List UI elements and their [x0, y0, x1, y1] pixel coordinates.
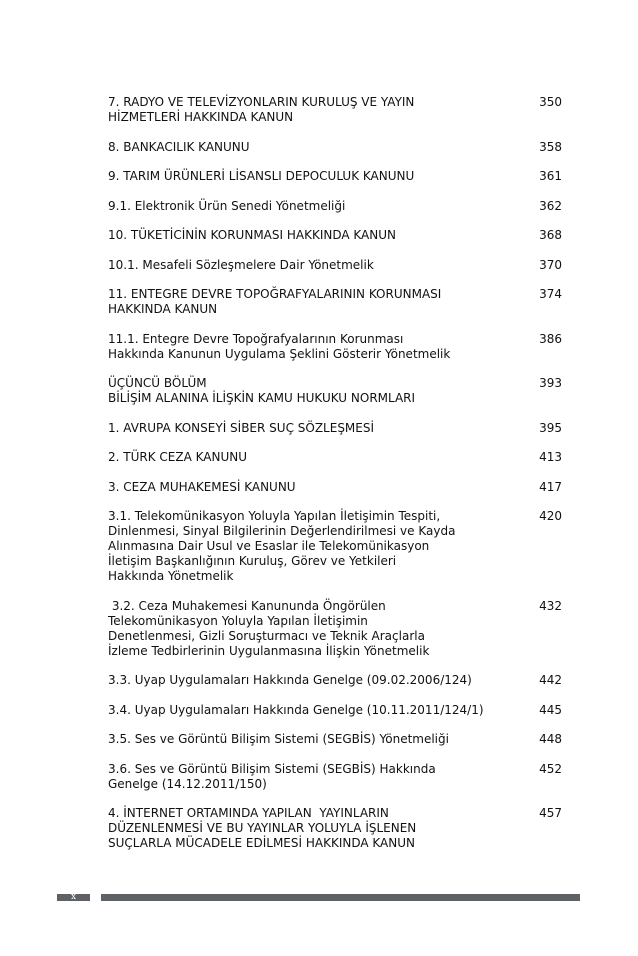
toc-entry-title-line: 3.2. Ceza Muhakemesi Kanununda Öngörülen — [108, 598, 386, 613]
toc-entry-title — [108, 762, 468, 792]
toc-entry — [108, 480, 562, 495]
toc-entry-title-line: 2. TÜRK CEZA KANUNU — [108, 450, 247, 464]
toc-entry-title — [108, 376, 468, 406]
toc-entry-title-line: 9.1. Elektronik Ürün Senedi Yönetmeliği — [108, 198, 346, 213]
toc-entry-page: 445 — [539, 702, 562, 717]
toc-entry-page: 358 — [539, 139, 562, 154]
footer-bar-right — [101, 894, 580, 901]
toc-entry — [108, 332, 562, 362]
toc-entry-title-line: 11. ENTEGRE DEVRE TOPOĞRAFYALARININ KORUNMASI — [108, 287, 442, 301]
toc-entry-title-line: Alınmasına Dair Usul ve Esaslar ile Telekomünikasyon — [108, 539, 430, 553]
toc-entry-title-line: HİZMETLERİ HAKKINDA KANUN — [108, 110, 294, 124]
toc-entry-title-line: HAKKINDA KANUN — [108, 302, 218, 316]
toc-entry — [108, 199, 562, 214]
toc-entry-title — [108, 95, 468, 125]
toc-entry-page: 420 — [539, 509, 562, 523]
toc-entry-page: 457 — [539, 806, 562, 820]
toc-entry-page: 417 — [539, 479, 562, 494]
toc-entry-title-line: ÜÇÜNCÜ BÖLÜM — [108, 376, 207, 390]
toc-entry — [108, 732, 562, 747]
toc-entry — [108, 673, 562, 688]
toc-entry — [108, 140, 562, 155]
toc-entry-page: 350 — [539, 95, 562, 109]
toc-entry-title-line: İletişim Başkanlığının Kuruluş, Görev ve Yetkileri — [108, 554, 397, 568]
toc-entry-title — [108, 732, 468, 747]
toc-entry-page: 370 — [539, 257, 562, 272]
toc-entry-title-line: SUÇLARLA MÜCADELE EDİLMESİ HAKKINDA KANUN — [108, 836, 415, 850]
toc-entry-title-line: 10. TÜKETİCİNİN KORUNMASI HAKKINDA KANUN — [108, 228, 396, 242]
toc-entry-title-line: 3.4. Uyap Uygulamaları Hakkında Genelge (10.11.2011/124/1) — [108, 702, 484, 717]
toc-entry-page: 442 — [539, 673, 562, 687]
toc-entry-title — [108, 199, 468, 214]
toc-entry-title-line: 1. AVRUPA KONSEYİ SİBER SUÇ SÖZLEŞMESİ — [108, 420, 375, 435]
toc-entry-title-line: Telekomünikasyon Yoluyla Yapılan İletişimin — [108, 613, 368, 628]
toc-entry-page: 448 — [539, 732, 562, 746]
toc-entry-title-line: Genelge (14.12.2011/150) — [108, 776, 267, 791]
toc-entry — [108, 806, 562, 851]
toc-entry-title — [108, 450, 468, 465]
toc-entry-title-line: DÜZENLENMESİ VE BU YAYINLAR YOLUYLA İŞLENEN — [108, 821, 417, 835]
toc-entry-title-line: 3. CEZA MUHAKEMESİ KANUNU — [108, 479, 296, 494]
toc-entry-page: 413 — [539, 450, 562, 464]
toc-entry-title-line: İzleme Tedbirlerinin Uygulanmasına İlişkin Yönetmelik — [108, 643, 430, 658]
toc-entry-title — [108, 509, 468, 584]
toc-entry-title-line: BİLİŞİM ALANINA İLİŞKİN KAMU HUKUKU NORMLARI — [108, 391, 416, 405]
toc-entry-page: 386 — [539, 331, 562, 346]
toc-entry-page: 395 — [539, 420, 562, 435]
toc-entry-title — [108, 702, 484, 718]
toc-entry-title-line: Dinlenmesi, Sinyal Bilgilerinin Değerlendirilmesi ve Kayda — [108, 524, 456, 538]
toc-entry — [108, 258, 562, 273]
toc-entry-title — [108, 421, 468, 436]
toc-entry-title-line: 3.3. Uyap Uygulamaları Hakkında Genelge (09.02.2006/124) — [108, 673, 472, 687]
toc-entry-title — [108, 806, 468, 851]
toc-entry-title-line: 4. İNTERNET ORTAMINDA YAPILAN YAYINLARIN — [108, 806, 389, 820]
toc-entry-title — [108, 140, 468, 155]
toc-entry — [108, 703, 562, 718]
toc-entry-title — [108, 228, 468, 243]
toc-entry-title-line: 3.5. Ses ve Görüntü Bilişim Sistemi (SEGBİS) Yönetmeliği — [108, 732, 449, 746]
toc-entry-page: 368 — [539, 228, 562, 242]
toc-entry-title-line: Hakkında Kanunun Uygulama Şeklini Gösterir Yönetmelik — [108, 346, 451, 361]
toc-entry-title-line: 10.1. Mesafeli Sözleşmelere Dair Yönetmelik — [108, 257, 374, 272]
toc-entry — [108, 228, 562, 243]
toc-entry-title-line: 7. RADYO VE TELEVİZYONLARIN KURULUŞ VE YAYIN — [108, 95, 415, 109]
toc-entry — [108, 421, 562, 436]
toc-entry-page: 432 — [539, 598, 562, 613]
toc-entry-title — [108, 673, 472, 688]
toc-entry-page: 361 — [539, 169, 562, 183]
toc-entry-title — [108, 480, 468, 495]
toc-entry-page: 362 — [539, 198, 562, 213]
toc-entry-title-line: Denetlenmesi, Gizli Soruşturmacı ve Teknik Araçlarla — [108, 628, 425, 643]
footer-page-number: x — [70, 892, 77, 902]
toc-entry-page: 393 — [539, 376, 562, 390]
toc-entry — [108, 287, 562, 317]
toc-entry-page: 374 — [539, 287, 562, 301]
toc-entry — [108, 376, 562, 406]
toc-entry-title-line: 3.6. Ses ve Görüntü Bilişim Sistemi (SEGBİS) Hakkında — [108, 761, 436, 776]
table-of-contents — [108, 95, 562, 866]
toc-entry — [108, 450, 562, 465]
toc-entry-title-line: Hakkında Yönetmelik — [108, 569, 234, 583]
toc-entry-title — [108, 599, 468, 659]
toc-entry-title — [108, 258, 468, 273]
toc-entry-title-line: 11.1. Entegre Devre Topoğrafyalarının Korunması — [108, 331, 404, 346]
toc-entry-title-line: 9. TARIM ÜRÜNLERİ LİSANSLI DEPOCULUK KANUNU — [108, 169, 415, 183]
toc-entry — [108, 509, 562, 584]
toc-entry-title — [108, 169, 468, 184]
toc-entry — [108, 762, 562, 792]
toc-entry-title-line: 3.1. Telekomünikasyon Yoluyla Yapılan İletişimin Tespiti, — [108, 509, 441, 523]
toc-entry — [108, 599, 562, 659]
toc-entry — [108, 95, 562, 125]
toc-entry-page: 452 — [539, 761, 562, 776]
toc-entry-title — [108, 287, 468, 317]
toc-entry — [108, 169, 562, 184]
toc-entry-title — [108, 332, 468, 362]
toc-entry-title-line: 8. BANKACILIK KANUNU — [108, 139, 250, 154]
